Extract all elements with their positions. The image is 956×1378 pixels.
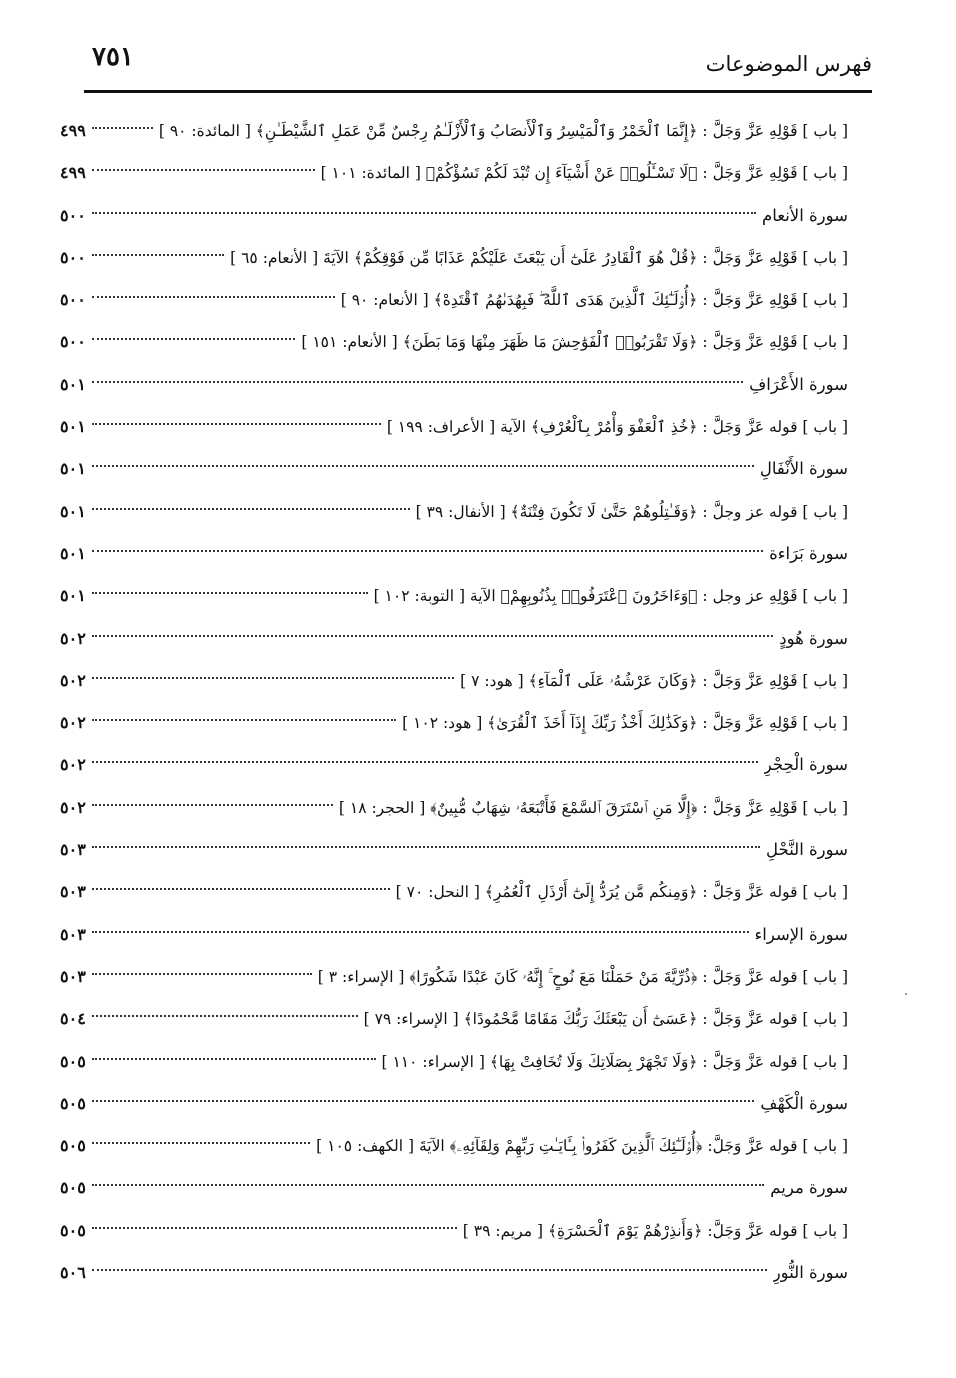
- entry-text: [ باب ] قوله عَزَّ وَجَلَّ : ﴿ذُرِّيَّةَ مَنْ حَمَلْنَا مَعَ نُوحٍ ۚ إِنَّهُۥ كَانَ عَبْدًا شَكُورًا﴾ [ الإسراء: ٣ ]: [317, 967, 848, 986]
- dot-leader: [92, 1269, 767, 1271]
- dot-leader: [92, 212, 756, 214]
- dot-leader: [92, 1100, 755, 1102]
- toc-entry: [60, 279, 848, 321]
- toc-surah-heading: [60, 533, 848, 575]
- dot-leader: [92, 719, 396, 721]
- entry-page-number: ٥٠١: [60, 417, 86, 437]
- entry-text: سورة بَرَاءة: [769, 543, 848, 563]
- dot-leader: [92, 338, 296, 340]
- entry-text: [ باب ] قَوْلِهِ عز وجل : ﴿وَءَاخَرُونَ ٱعْتَرَفُوا۟ بِذُنُوبِهِمْ﴾ الآية [ التوبة: ١٠٢ ]: [373, 587, 848, 606]
- entry-page-number: ٥٠٢: [60, 628, 86, 648]
- dot-leader: [92, 761, 758, 763]
- entry-page-number: ٥٠٥: [60, 1136, 86, 1156]
- toc-entry: [60, 491, 848, 533]
- entry-page-number: ٥٠٥: [60, 1051, 86, 1071]
- entry-text: سورة هُودٍ: [779, 628, 848, 648]
- entry-text: [ باب ] قَوْلِهِ عَزَّ وَجَلَّ : ﴿إِلَّا مَنِ ٱسْتَرَقَ ٱلسَّمْعَ فَأَتْبَعَهُۥ شِهَابٌ مُّبِينٌ﴾ [ الحجر: ١٨ ]: [338, 798, 848, 817]
- table-of-contents: [60, 110, 848, 1294]
- toc-surah-heading: [60, 448, 848, 490]
- entry-text: سورة الْكَهْفِ: [760, 1093, 848, 1113]
- dot-leader: [92, 846, 760, 848]
- entry-text: [ باب ] قوله عَزَّ وَجَلَّ: ﴿وَأَنذِرْهُمْ يَوْمَ ٱلْحَسْرَةِ﴾ [ مريم: ٣٩ ]: [462, 1221, 848, 1240]
- toc-surah-heading: [60, 1083, 848, 1125]
- entry-text: [ باب ] قَوْلِهِ عَزَّ وَجَلَّ : ﴿إِنَّمَا ٱلْخَمْرُ وَٱلْمَيْسِرُ وَٱلْأَنصَابُ وَٱلْأَزْلَـٰمُ رِجْسٌ مِّنْ عَمَلِ ٱلشَّيْطَـٰنِ﴾ [ المائدة: ٩٠ ]: [158, 122, 848, 140]
- toc-entry: [60, 1125, 848, 1167]
- toc-surah-heading: [60, 829, 848, 871]
- dot-leader: [92, 592, 368, 594]
- dot-leader: [92, 508, 410, 510]
- page-number: ٧٥١: [92, 42, 134, 72]
- dot-leader: [92, 127, 153, 129]
- entry-page-number: ٥٠٣: [60, 840, 86, 860]
- entry-page-number: ٥٠١: [60, 374, 86, 394]
- toc-entry: [60, 110, 848, 152]
- entry-page-number: ٥٠١: [60, 459, 86, 479]
- entry-page-number: ٥٠٣: [60, 966, 86, 986]
- entry-text: سورة الأنعام: [762, 205, 848, 225]
- entry-page-number: ٥٠١: [60, 501, 86, 521]
- entry-page-number: ٥٠٢: [60, 797, 86, 817]
- toc-entry: [60, 1210, 848, 1252]
- entry-page-number: ٥٠٢: [60, 755, 86, 775]
- entry-page-number: ٥٠٢: [60, 670, 86, 690]
- toc-entry: [60, 1041, 848, 1083]
- entry-page-number: ٤٩٩: [60, 163, 86, 183]
- toc-surah-heading: [60, 914, 848, 956]
- dot-leader: [92, 973, 312, 975]
- toc-surah-heading: [60, 195, 848, 237]
- entry-text: سورة النُّورِ: [772, 1263, 848, 1283]
- entry-text: [ باب ] قوله عَزَّ وَجَلَّ : ﴿خُذِ ٱلْعَفْوَ وَأْمُرْ بِٱلْعُرْفِ﴾ الآية [ الأعراف: ١٩٩ ]: [386, 418, 848, 437]
- dot-leader: [92, 423, 381, 425]
- toc-entry: [60, 152, 848, 194]
- entry-text: [ باب ] قوله عَزَّ وَجَلَّ : ﴿وَلَا تَجْهَرْ بِصَلَاتِكَ وَلَا تُخَافِتْ بِهَا﴾ [ الإسراء: ١١٠ ]: [381, 1052, 848, 1071]
- entry-page-number: ٥٠١: [60, 586, 86, 606]
- dot-leader: [92, 1227, 457, 1229]
- dot-leader: [92, 381, 743, 383]
- dot-leader: [92, 296, 335, 298]
- dot-leader: [92, 888, 390, 890]
- entry-text: سورة مريم: [770, 1178, 848, 1198]
- entry-text: سورة الإسراء: [754, 924, 848, 944]
- dot-leader: [92, 550, 763, 552]
- toc-entry: [60, 575, 848, 617]
- entry-page-number: ٥٠٤: [60, 1009, 86, 1029]
- toc-surah-heading: [60, 618, 848, 660]
- page-title: فهرس الموضوعات: [705, 52, 872, 76]
- entry-page-number: ٥٠٥: [60, 1093, 86, 1113]
- entry-text: [ باب ] قَوْلِهِ عَزَّ وَجَلَّ : ﴿وَلَا تَقْرَبُوا۟ ٱلْفَوَٰحِشَ مَا ظَهَرَ مِنْهَا وَمَا بَطَنَ﴾ [ الأنعام: ١٥١ ]: [301, 333, 848, 352]
- entry-page-number: ٥٠٣: [60, 924, 86, 944]
- entry-text: [ باب ] قَوْلِهِ عَزَّ وَجَلَّ : ﴿قُلْ هُوَ ٱلْقَادِرُ عَلَىٰٓ أَن يَبْعَثَ عَلَيْكُمْ عَذَابًا مِّن فَوْقِكُمْ﴾ الآيَةَ [ الأنعام: ٦٥ ]: [230, 248, 848, 267]
- entry-text: سورة النَّحْلِ: [766, 840, 848, 860]
- margin-speck: [905, 993, 907, 995]
- page-header: [84, 38, 872, 93]
- toc-surah-heading: [60, 364, 848, 406]
- entry-text: [ باب ] قوله عَزَّ وَجَلَّ : ﴿عَسَىٰٓ أَن يَبْعَثَكَ رَبُّكَ مَقَامًا مَّحْمُودًا﴾ [ الإسراء: ٧٩ ]: [363, 1010, 848, 1029]
- entry-page-number: ٥٠٥: [60, 1178, 86, 1198]
- dot-leader: [92, 465, 754, 467]
- entry-text: سورة الأَعْرَافِ: [749, 374, 848, 394]
- toc-entry: [60, 406, 848, 448]
- entry-page-number: ٥٠٠: [60, 247, 86, 267]
- entry-page-number: ٥٠٢: [60, 713, 86, 733]
- entry-text: [ باب ] قوله عز وجلَّ : ﴿وَقَـٰتِلُوهُمْ حَتَّىٰ لَا تَكُونَ فِتْنَةٌ﴾ [ الأنفال: ٣٩ ]: [415, 502, 848, 521]
- entry-text: سورة الأَنْفَالِ: [759, 459, 848, 479]
- entry-text: سورة الْحِجْرِ: [763, 755, 848, 775]
- entry-page-number: ٥٠٦: [60, 1263, 86, 1283]
- entry-page-number: ٥٠٠: [60, 290, 86, 310]
- toc-entry: [60, 787, 848, 829]
- toc-surah-heading: [60, 1167, 848, 1209]
- toc-surah-heading: [60, 1252, 848, 1294]
- toc-entry: [60, 702, 848, 744]
- dot-leader: [92, 1058, 376, 1060]
- entry-text: [ باب ] قَوْلِهِ عَزَّ وَجَلَّ : ﴿وَكَذَٰلِكَ أَخْذُ رَبِّكَ إِذَآ أَخَذَ ٱلْقُرَىٰ﴾ [ هود: ١٠٢ ]: [402, 714, 848, 733]
- entry-text: [ باب ] قَوْلِهِ عَزَّ وَجَلَّ : ﴿لَا تَسْـَٔلُوا۟ عَنْ أَشْيَآءَ إِن تُبْدَ لَكُمْ تَسُؤْكُمْ﴾ [ المائدة: ١٠١ ]: [320, 164, 848, 183]
- dot-leader: [92, 1184, 764, 1186]
- toc-entry: [60, 660, 848, 702]
- dot-leader: [92, 635, 773, 637]
- toc-entry: [60, 871, 848, 913]
- dot-leader: [92, 677, 454, 679]
- dot-leader: [92, 169, 315, 171]
- toc-entry: [60, 321, 848, 363]
- toc-surah-heading: [60, 744, 848, 786]
- entry-page-number: ٥٠٥: [60, 1220, 86, 1240]
- entry-text: [ باب ] قوله عَزَّ وَجَلَّ : ﴿وَمِنكُم مَّن يُرَدُّ إِلَىٰٓ أَرْذَلِ ٱلْعُمُرِ﴾ [ النحل: ٧٠ ]: [395, 883, 848, 902]
- entry-text: [ باب ] قَوْلِهِ عَزَّ وَجَلَّ : ﴿وَكَانَ عَرْشُهُۥ عَلَى ٱلْمَآءِ﴾ [ هود: ٧ ]: [460, 671, 848, 690]
- dot-leader: [92, 1015, 358, 1017]
- dot-leader: [92, 1142, 310, 1144]
- entry-text: [ باب ] قَوْلِهِ عَزَّ وَجَلَّ : ﴿أُو۟لَـٰٓئِكَ ٱلَّذِينَ هَدَى ٱللَّهُ ۖ فَبِهُدَىٰهُمُ ٱقْتَدِهْ﴾ [ الأنعام: ٩٠ ]: [340, 291, 848, 310]
- dot-leader: [92, 254, 224, 256]
- entry-page-number: ٥٠٠: [60, 332, 86, 352]
- toc-entry: [60, 956, 848, 998]
- entry-page-number: ٤٩٩: [60, 121, 86, 140]
- entry-page-number: ٥٠٠: [60, 205, 86, 225]
- dot-leader: [92, 804, 333, 806]
- entry-page-number: ٥٠١: [60, 543, 86, 563]
- dot-leader: [92, 931, 749, 933]
- entry-page-number: ٥٠٣: [60, 882, 86, 902]
- entry-text: [ باب ] قوله عَزَّ وَجَلَّ: ﴿أُو۟لَـٰٓئِكَ ٱلَّذِينَ كَفَرُوا۟ بِـَٔايَـٰتِ رَبِّهِمْ وَلِقَآئِهِۦ﴾ الآيَةَ [ الكهف: ١٠٥ ]: [316, 1137, 848, 1156]
- toc-entry: [60, 998, 848, 1040]
- toc-entry: [60, 237, 848, 279]
